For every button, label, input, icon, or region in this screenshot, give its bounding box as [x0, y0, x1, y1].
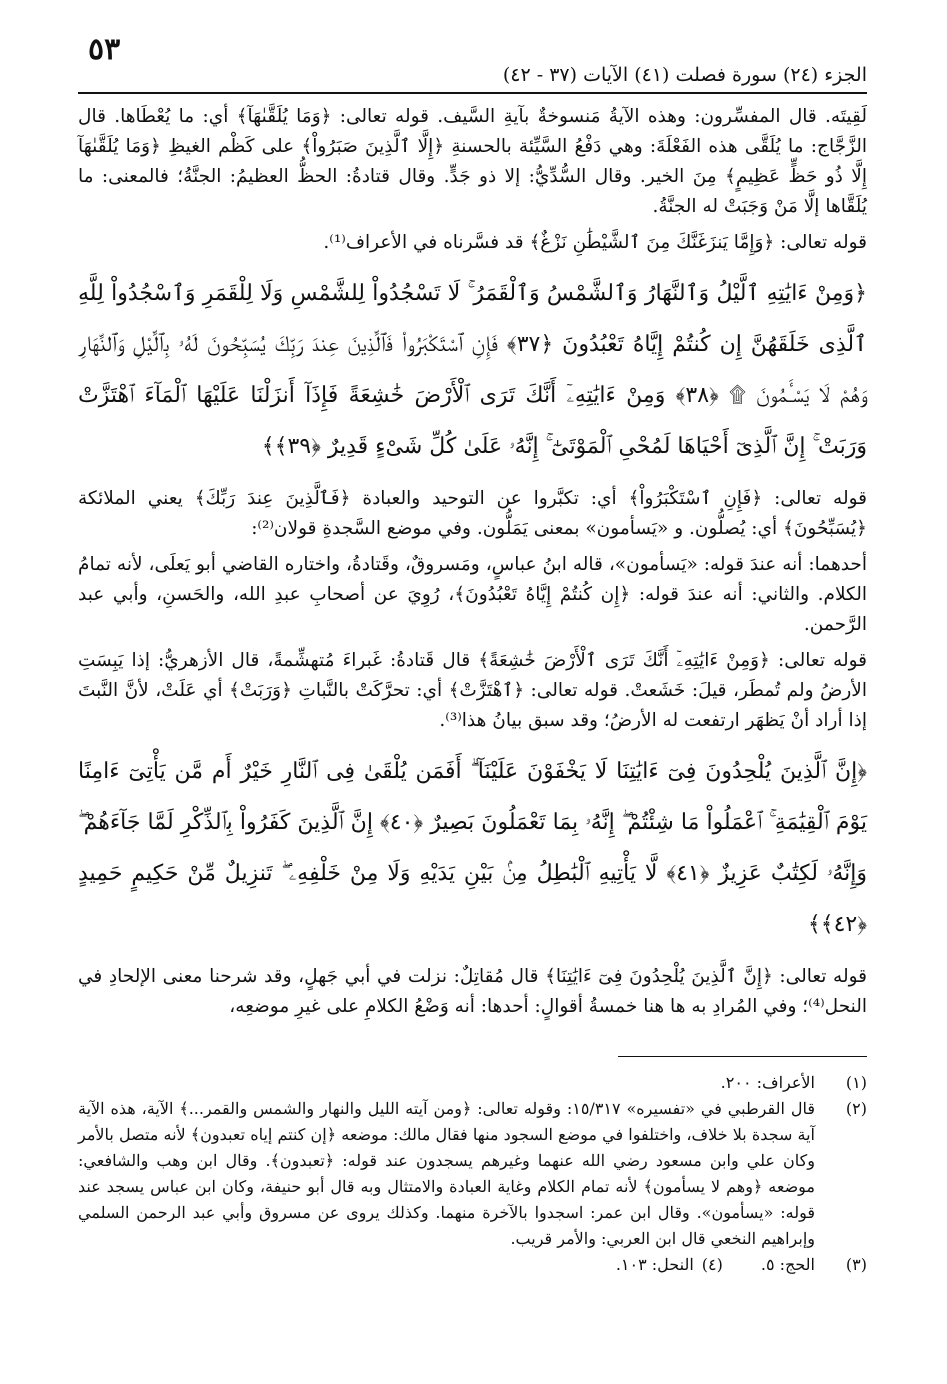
- footnote-text: قال القرطبي في «تفسيره» ١٥/٣١٧: وقوله تعالى: ﴿ومن آيته الليل والنهار والشمس والقمر...﴾ الآية، هذه الآية آية سجدة بلا خلاف، واختلفوا في موضع السجود منها فقال مالك: موضعه ﴿إن كنتم إياه تعبدون﴾ لأنه متصل بالأمر وكان علي وابن مسعود رضي الله عنهما وغيرهم يسجدون عند قوله: ﴿تعبدون﴾. وقال ابن وهب والشافعي: موضعه ﴿وهم لا يسأمون﴾ لأنه تمام الكلام وغاية العبادة والامتثال وبه قال أبو حنيفة، وكان ابن عباس يسجد عند قوله: «يسأمون». وقال ابن عمر: اسجدوا بالآخرة منهما. وكذلك يروى عن مسروق وأبي عبد الرحمن السلمي وإبراهيم النخعي قال ابن العربي: والأمر قريب.: [78, 1099, 815, 1248]
- paragraph: قوله تعالى: ﴿وَمِنْ ءَايَٰتِهِۦٓ أَنَّكَ تَرَى ٱلْأَرْضَ خَٰشِعَةً﴾ قال قَتادةُ: غَبراءَ مُتهشِّمةً، قال الأزهريُّ: إذا يَبِسَتِ الأرضُ ولم تُمطَر، قيلَ: خَشَعتْ. قوله تعالى: ﴿ٱهْتَزَّتْ﴾ أي: تحرَّكَتْ بالنَّباتِ ﴿وَرَبَتْ﴾ أي عَلَتْ، لأنَّ النَّبتَ إذا أراد أنْ يَظهَر ارتفعت له الأرضُ؛ وقد سبق بيانُ هذا⁽³⁾.: [78, 650, 867, 731]
- footnote-separator: [618, 1056, 867, 1057]
- quran-verses-40-42: ﴿إِنَّ ٱلَّذِينَ يُلْحِدُونَ فِىٓ ءَايَٰتِنَا لَا يَخْفَوْنَ عَلَيْنَآ ۗ أَفَمَن يُلْقَىٰ فِى ٱلنَّارِ خَيْرٌ أَم مَّن يَأْتِىٓ ءَامِنًا يَوْمَ ٱلْقِيَٰمَةِ ۚ ٱعْمَلُواْ مَا شِئْتُمْ ۖ إِنَّهُۥ بِمَا تَعْمَلُونَ بَصِيرٌ ﴿٤٠﴾ إِنَّ ٱلَّذِينَ كَفَرُواْ بِٱلذِّكْرِ لَمَّا جَآءَهُمْ ۖ وَإِنَّهُۥ لَكِتَٰبٌ عَزِيزٌ ﴿٤١﴾ لَّا يَأْتِيهِ ٱلْبَٰطِلُ مِنۢ بَيْنِ يَدَيْهِ وَلَا مِنْ خَلْفِهِۦ ۖ تَنزِيلٌ مِّنْ حَكِيمٍ حَمِيدٍ ﴿٤٢﴾﴾: [78, 759, 867, 937]
- footnote-3-4: [78, 1252, 867, 1278]
- footnote-number: (١): [845, 1073, 867, 1092]
- footnote-text: النحل: ١٠٣.: [615, 1255, 694, 1274]
- footnote-2: [78, 1096, 867, 1252]
- paragraph: لَقِيتَه. قال المفسِّرون: وهذه الآيةُ مَنسوخةٌ بآيةِ السَّيف. قوله تعالى: ﴿وَمَا يُلَقَّىٰهَآ﴾ أي: ما يُعْطَاها. قال الزَّجَّاج: ما يُلَقَّى هذه الفَعْلَةَ: وهي دَفْعُ السَّيِّئة بالحسنةِ ﴿إِلَّا ٱلَّذِينَ صَبَرُواْ﴾ على كَظْم الغيظِ ﴿وَمَا يُلَقَّىٰهَآ إِلَّا ذُو حَظٍّ عَظِيمٍ﴾ مِنَ الخير. وقال السُّدِّيُّ: إلا ذو جَدٍّ. وقال قتادةُ: الحظُّ العظيمُ: الجنَّةُ؛ فالمعنى: ما يُلَقَّاها إلَّا مَنْ وَجَبَتْ له الجنَّةُ.: [78, 106, 867, 217]
- quran-verses-37-39: ﴿وَمِنْ ءَايَٰتِهِ ٱلَّيْلُ وَٱلنَّهَارُ وَٱلشَّمْسُ وَٱلْقَمَرُ ۚ لَا تَسْجُدُواْ لِلشَّمْسِ وَلَا لِلْقَمَرِ وَٱسْجُدُواْ لِلَّهِ ٱلَّذِى خَلَقَهُنَّ إِن كُنتُمْ إِيَّاهُ تَعْبُدُونَ ﴿٣٧﴾ فَإِنِ ٱسْتَكْبَرُواْ فَٱلَّذِينَ عِندَ رَبِّكَ يُسَبِّحُونَ لَهُۥ بِٱلَّيْلِ وَٱلنَّهَارِ وَهُمْ لَا يَسْـَٔمُونَ ۩ ﴿٣٨﴾ وَمِنْ ءَايَٰتِهِۦٓ أَنَّكَ تَرَى ٱلْأَرْضَ خَٰشِعَةً فَإِذَآ أَنزَلْنَا عَلَيْهَا ٱلْمَآءَ ٱهْتَزَّتْ وَرَبَتْ ۚ إِنَّ ٱلَّذِىٓ أَحْيَاهَا لَمُحْىِ ٱلْمَوْتَىٰٓ ۚ إِنَّهُۥ عَلَىٰ كُلِّ شَىْءٍ قَدِيرٌ ﴿٣٩﴾﴾: [78, 281, 867, 459]
- paragraph: قوله تعالى: ﴿إِنَّ ٱلَّذِينَ يُلْحِدُونَ فِىٓ ءَايَٰتِنَا﴾ قال مُقاتِلٌ: نزلت في أبي جَهلٍ، وقد شرحنا معنى الإلحادِ في النحل⁽⁴⁾؛ وفي المُرادِ به ها هنا خمسةُ أقوالٍ: أحدها: أنه وَضْعُ الكلامِ على غيرِ موضعِه،: [78, 966, 867, 1017]
- footnote-text: الأعراف: ٢٠٠.: [720, 1073, 815, 1092]
- running-head: الجزء (٢٤) سورة فصلت (٤١) الآيات (٣٧ - ٤٢): [78, 64, 867, 94]
- footnote-number: (٤): [701, 1255, 723, 1274]
- paragraph: قوله تعالى: ﴿وَإِمَّا يَنزَغَنَّكَ مِنَ ٱلشَّيْطَٰنِ نَزْغٌ﴾ قد فسَّرناه في الأعراف⁽¹⁾.: [323, 232, 867, 253]
- paragraph: قوله تعالى: ﴿فَإِنِ ٱسْتَكْبَرُواْ﴾ أي: تكبَّروا عن التوحيد والعبادة ﴿فَٱلَّذِينَ عِندَ رَبِّكَ﴾ يعني الملائكة ﴿يُسَبِّحُونَ﴾ أي: يُصلُّون. و «يَسأمون» بمعنى يَمَلُّون. وفي موضع السَّجدةِ قولان⁽²⁾:: [78, 488, 867, 539]
- paragraph: أحدهما: أنه عندَ قوله: «يَسأمون»، قاله ابنُ عباسٍ، ومَسروقٌ، وقَتادةُ، واختاره القاضي أبو يَعلَى، لأنه تمامُ الكلام. والثاني: أنه عندَ قوله: ﴿إِن كُنتُمْ إِيَّاهُ تَعْبُدُونَ﴾، رُوِيَ عن أصحابِ عبدِ الله، والحَسنِ، وأبي عبد الرَّحمن.: [78, 554, 867, 635]
- footnotes: [78, 1070, 867, 1278]
- footnote-text: الحج: ٥.: [760, 1255, 815, 1274]
- page-number: ٥٣: [88, 32, 121, 67]
- footnote-1: [78, 1070, 867, 1096]
- footnote-number: (٣): [845, 1255, 867, 1274]
- main-text: [78, 102, 867, 1028]
- footnote-number: (٢): [845, 1099, 867, 1118]
